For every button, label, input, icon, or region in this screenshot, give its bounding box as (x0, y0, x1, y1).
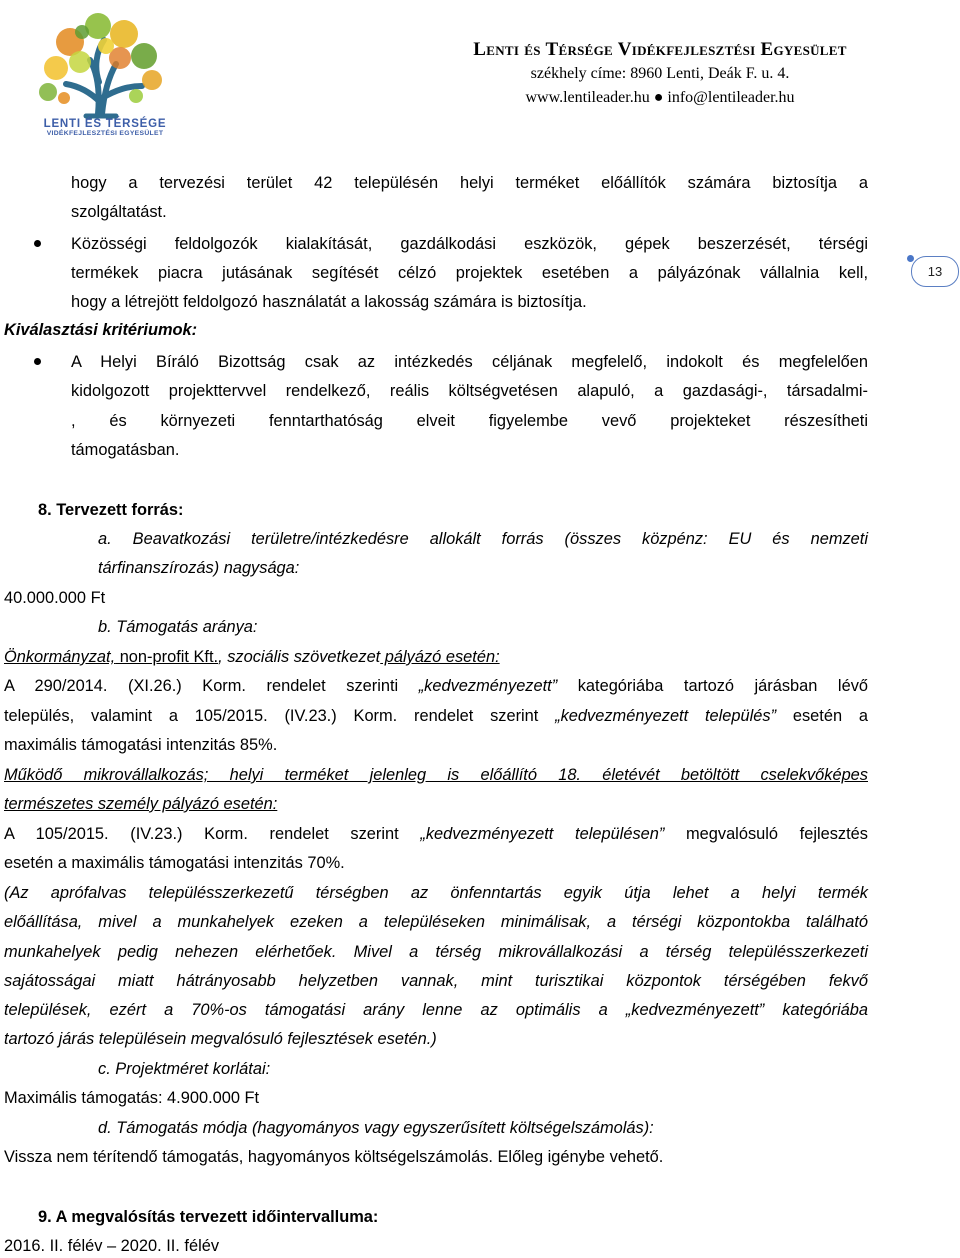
text-span: „kedvezményezett” (418, 677, 558, 695)
section-heading-8: 8. Tervezett forrás: (38, 501, 184, 519)
body-line: 2016. II. félév – 2020. II. félév (4, 1237, 220, 1255)
subheading-c: c. Projektméret korlátai: (98, 1060, 271, 1078)
text-span: A 105/2015. (IV.23.) Korm. rendelet szerint (4, 825, 421, 843)
body-line: munkahelyek pedig nehezen elérhetőek. Mivel a térség mikrovállalkozási a térség településszerkezeti (4, 943, 868, 961)
text-span: A 290/2014. (XI.26.) Korm. rendelet szerinti (4, 677, 419, 695)
header-organization (360, 38, 960, 110)
website-link[interactable]: www.lentileader.hu (525, 89, 650, 106)
body-line: (Az aprófalvas településszerkezetű térségben az önfenntartás egyik útja lehet a helyi termék (4, 884, 868, 902)
header-address: székhely címe: 8960 Lenti, Deák F. u. 4. (530, 65, 790, 82)
body-line: a. Beavatkozási területre/intézkedésre allokált forrás (összes közpénz: EU és nemzeti (98, 530, 868, 548)
body-line: , és környezeti fenntarthatóság elveit figyelembe vevő projekteket részesítheti (71, 412, 868, 430)
subheading-b: b. Támogatás aránya: (98, 618, 258, 636)
logo-line-1: LENTI ÉS TÉRSÉGE (43, 118, 167, 130)
page-number: 13 (927, 264, 943, 279)
body-line: Működő mikrovállalkozás; helyi terméket jelenleg is előállító 18. életévét betöltött cselekvőképes (4, 766, 868, 784)
organization-name-text: Lenti és Térsége Vidékfejlesztési Egyesület (473, 39, 847, 60)
text-span: megvalósuló fejlesztés (664, 825, 868, 843)
beneficiary-part: , szociális szövetkezet (218, 648, 381, 666)
beneficiary-part: Önkormányzat, (4, 648, 116, 666)
subheading-d: d. Támogatás módja (hagyományos vagy egyszerűsített költségelszámolás): (98, 1119, 654, 1137)
bullet-icon (34, 240, 41, 247)
contact-separator: ● (653, 89, 664, 106)
body-line: termékek piacra jutásának segítését célzó projektek esetében a pályázónak vállalnia kell, (71, 264, 868, 282)
section-heading-9: 9. A megvalósítás tervezett időintervalluma: (38, 1208, 379, 1226)
body-line: támogatásban. (71, 441, 180, 459)
logo-text (20, 118, 190, 137)
beneficiary-line (4, 645, 500, 669)
body-line (4, 674, 868, 698)
page-number-badge (911, 256, 959, 287)
section-heading-kiv: Kiválasztási kritériumok: (4, 321, 198, 339)
body-line: kidolgozott projekttervvel rendelkező, reális költségvetésen alapuló, a gazdasági-, társadalmi- (71, 382, 868, 400)
body-line: hogy a tervezési terület 42 településén helyi terméket előállítók számára biztosítja a (71, 174, 868, 192)
body-line: szolgáltatást. (71, 203, 167, 221)
body-line: tartozó járás településein megvalósuló fejlesztések esetén.) (4, 1030, 437, 1048)
body-line (4, 704, 868, 728)
beneficiary-part: non-profit Kft. (115, 648, 219, 666)
body-line: sajátosságai miatt hátrányosabb helyzetben vannak, mint turisztikai központok térségében fekvő (4, 972, 868, 990)
body-line: Maximális támogatás: 4.900.000 Ft (4, 1089, 260, 1107)
body-line: előállítása, mivel a munkahelyek ezeken a településeken minimálisak, a térségi központokba található (4, 913, 868, 931)
body-line: természetes személy pályázó esetén: (4, 795, 278, 813)
text-span: „kedvezményezett település” (555, 707, 777, 725)
body-line: maximális támogatási intenzitás 85%. (4, 736, 278, 754)
text-span: kategóriába tartozó járásban lévő (557, 677, 868, 695)
body-line: esetén a maximális támogatási intenzitás 70%. (4, 854, 345, 872)
body-line (4, 822, 868, 846)
email-link[interactable]: info@lentileader.hu (667, 89, 795, 106)
beneficiary-part: pályázó esetén: (380, 648, 500, 666)
logo-line-2: VIDÉKFEJLESZTÉSI EGYESÜLET (46, 130, 164, 137)
page-number-dot (907, 255, 914, 262)
text-span: „kedvezményezett településen” (420, 825, 665, 843)
amount-value: 40.000.000 Ft (4, 589, 106, 607)
body-line: települések, ezért a 70%-os támogatási arány lenne az optimális a „kedvezményezett” kategóriába (4, 1001, 868, 1019)
body-line: hogy a létrejött feldolgozó használatát a lakosság számára is biztosítja. (71, 293, 587, 311)
organization-name (360, 38, 960, 62)
bullet-icon (34, 358, 41, 365)
body-line: tárfinanszírozás) nagysága: (98, 559, 300, 577)
text-span: település, valamint a 105/2015. (IV.23.) Korm. rendelet szerint (4, 707, 556, 725)
body-line: Vissza nem térítendő támogatás, hagyományos költségelszámolás. Előleg igénybe vehető. (4, 1148, 664, 1166)
text-span: esetén a (776, 707, 868, 725)
body-line: Közösségi feldolgozók kialakítását, gazdálkodási eszközök, gépek beszerzését, térségi (71, 235, 868, 253)
header-contacts (360, 86, 960, 110)
body-line: A Helyi Bíráló Bizottság csak az intézkedés céljának megfelelő, indokolt és megfelelően (71, 353, 868, 371)
